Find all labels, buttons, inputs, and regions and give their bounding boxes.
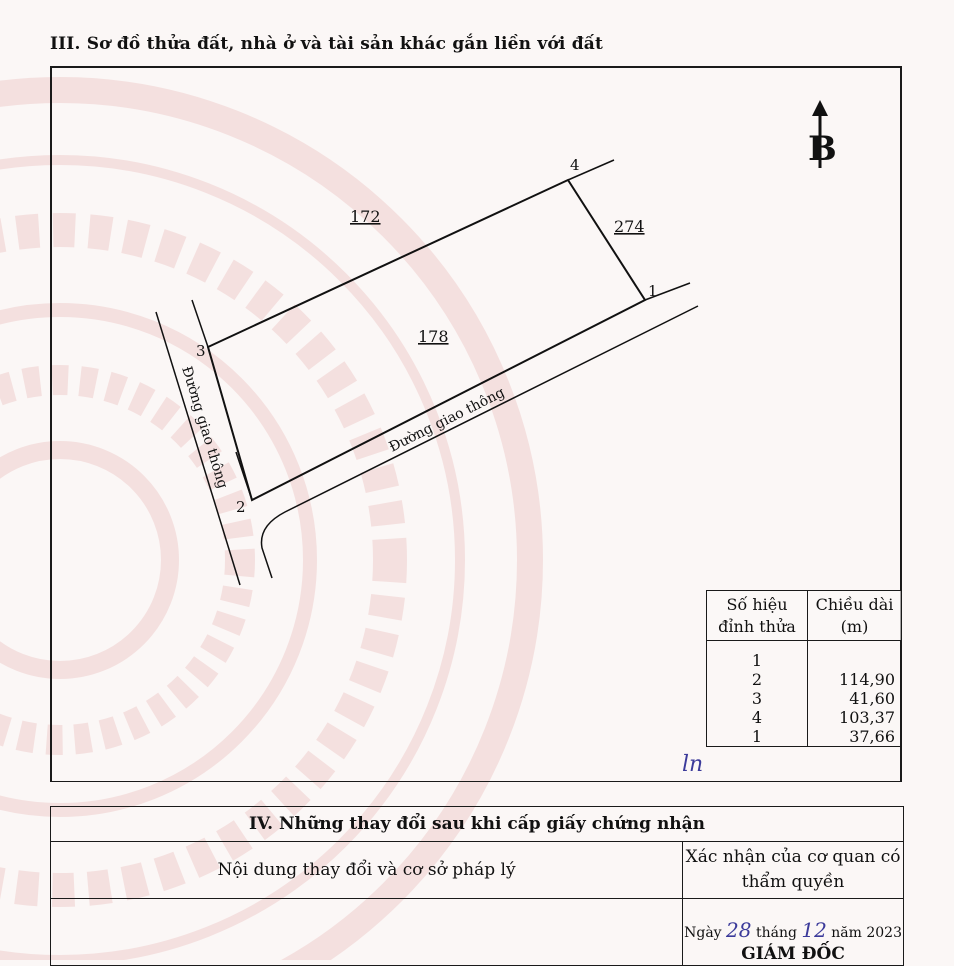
content-column-header: Nội dung thay đổi và cơ sở pháp lý — [51, 842, 683, 899]
confirmation-cell — [683, 899, 904, 966]
table-row — [707, 708, 902, 727]
length-cell — [808, 641, 902, 671]
parcel-number-274: 274 — [614, 217, 645, 236]
handwritten-initial: ln — [682, 752, 704, 777]
changes-title: IV. Những thay đổi sau khi cấp giấy chứng nhận — [51, 807, 904, 842]
vertex-cell: 1 — [707, 641, 808, 671]
north-arrow-icon — [808, 100, 837, 169]
changes-table — [50, 806, 904, 966]
header-length: Chiều dài (m) — [808, 591, 902, 641]
date-month: 12 — [801, 918, 827, 942]
table-row — [707, 727, 902, 747]
vertex-label-4: 4 — [570, 156, 580, 174]
date-month-word: tháng — [755, 925, 797, 941]
change-content-cell — [51, 899, 683, 966]
date-day: 28 — [726, 918, 752, 942]
vertex-label-3: 3 — [196, 342, 206, 360]
vertex-cell: 3 — [707, 689, 808, 708]
road-label-diagonal: Đường giao thông — [386, 384, 508, 456]
vertex-label-1: 1 — [648, 282, 658, 300]
date-prefix: Ngày — [684, 925, 722, 941]
road-edge-bottom — [261, 306, 698, 578]
section-title: III. Sơ đồ thửa đất, nhà ở và tài sản khác gắn liền với đất — [50, 34, 604, 54]
vertex-cell: 4 — [707, 708, 808, 727]
length-cell: 103,37 — [808, 708, 902, 727]
parcel-number-178: 178 — [418, 327, 449, 346]
length-cell: 41,60 — [808, 689, 902, 708]
vertex-label-2: 2 — [236, 498, 246, 516]
vertex-cell: 2 — [707, 670, 808, 689]
length-cell: 114,90 — [808, 670, 902, 689]
header-vertex: Số hiệu đỉnh thửa — [707, 591, 808, 641]
parcel-number-172: 172 — [350, 207, 381, 226]
north-symbol: B — [808, 129, 837, 169]
vertex-cell: 1 — [707, 727, 808, 747]
date-year: năm 2023 — [831, 925, 902, 941]
confirm-column-header: Xác nhận của cơ quan có thẩm quyền — [683, 842, 904, 899]
table-row — [707, 689, 902, 708]
director-title: GIÁM ĐỐC — [741, 944, 845, 964]
edge-length-table — [706, 590, 902, 747]
date-line — [684, 918, 902, 942]
length-cell: 37,66 — [808, 727, 902, 747]
table-row — [707, 670, 902, 689]
road-label-vertical: Đường giao thông — [178, 364, 231, 491]
table-row — [707, 641, 902, 671]
